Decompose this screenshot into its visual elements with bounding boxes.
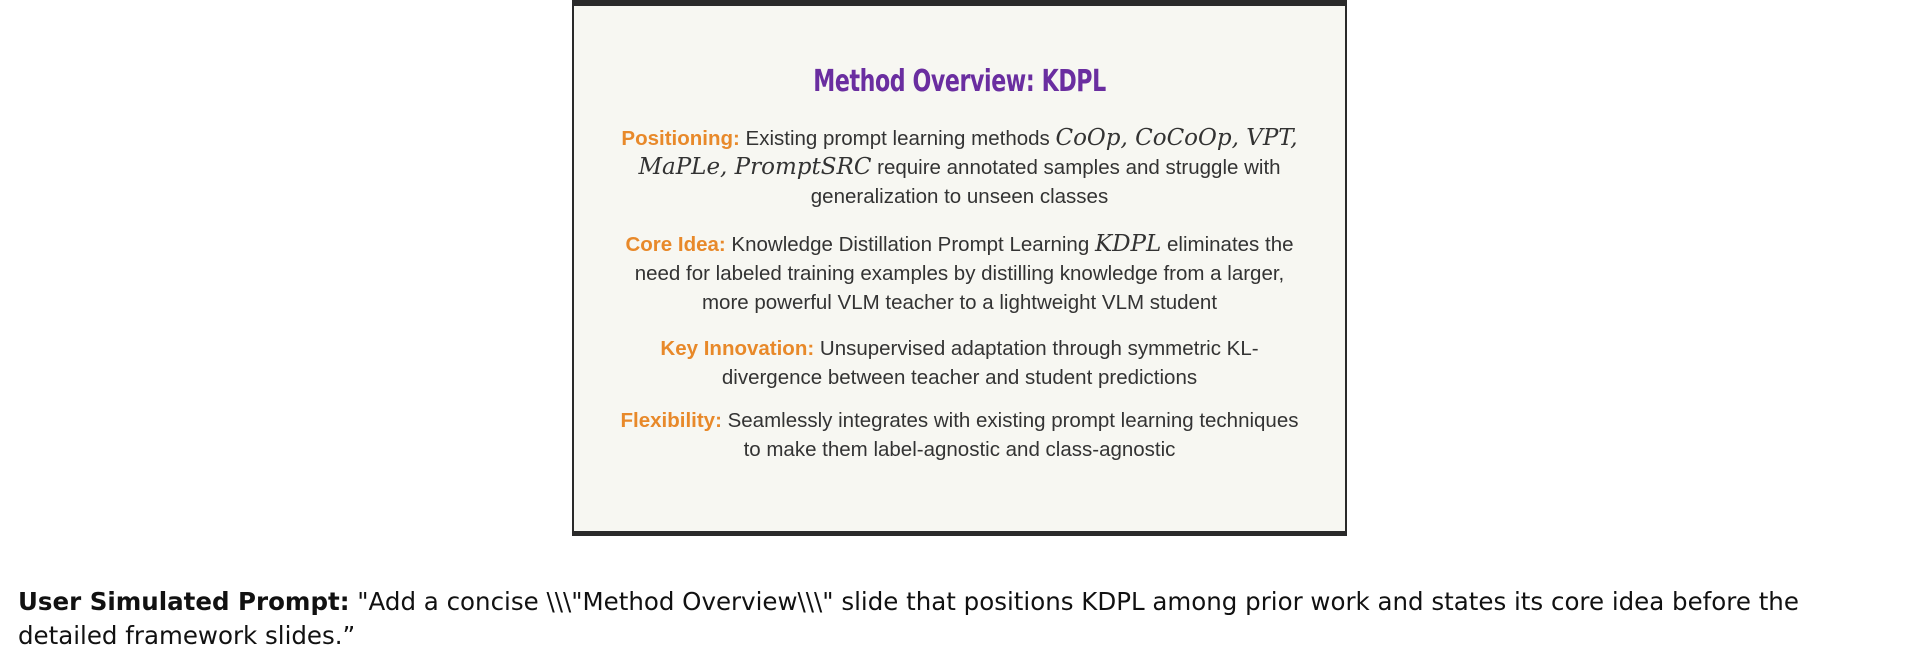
core-idea-text-1: Knowledge Distillation Prompt Learning [725,233,1095,256]
flexibility-label: Flexibility: [620,409,722,432]
slide-title: Method Overview: KDPL [813,64,1106,99]
flexibility-text: Seamlessly integrates with existing prompt learning techniques to make them label-agnostic and class-agnostic [721,409,1299,461]
core-idea-text-2: eliminates the need for labeled training examples by distilling knowledge from a larger, more powerful VLM teacher to a lightweight VLM student [634,233,1294,314]
positioning-paragraph [614,124,1305,211]
positioning-text-1: Existing prompt learning methods [739,127,1056,150]
key-innovation-text: Unsupervised adaptation through symmetric KL-divergence between teacher and student predictions [721,337,1259,389]
user-prompt-caption [18,585,1898,653]
positioning-text-2: require annotated samples and struggle with generalization to unseen classes [810,156,1281,208]
prior-methods-math: CoOp, CoCoOp, VPT, MaPLe, PromptSRC [638,125,1298,180]
kdpl-math: KDPL [1094,231,1162,257]
flexibility-paragraph [614,406,1305,464]
key-innovation-paragraph [614,334,1305,392]
slide-preview [572,0,1347,536]
caption-text: "Add a concise \\\"Method Overview\\\" slide that positions KDPL among prior work and states its core idea before the detailed framework slides.” [18,587,1799,650]
caption-label: User Simulated Prompt: [18,587,350,616]
positioning-label: Positioning: [621,127,740,150]
core-idea-paragraph [614,230,1305,317]
key-innovation-label: Key Innovation: [660,337,815,360]
core-idea-label: Core Idea: [625,233,726,256]
